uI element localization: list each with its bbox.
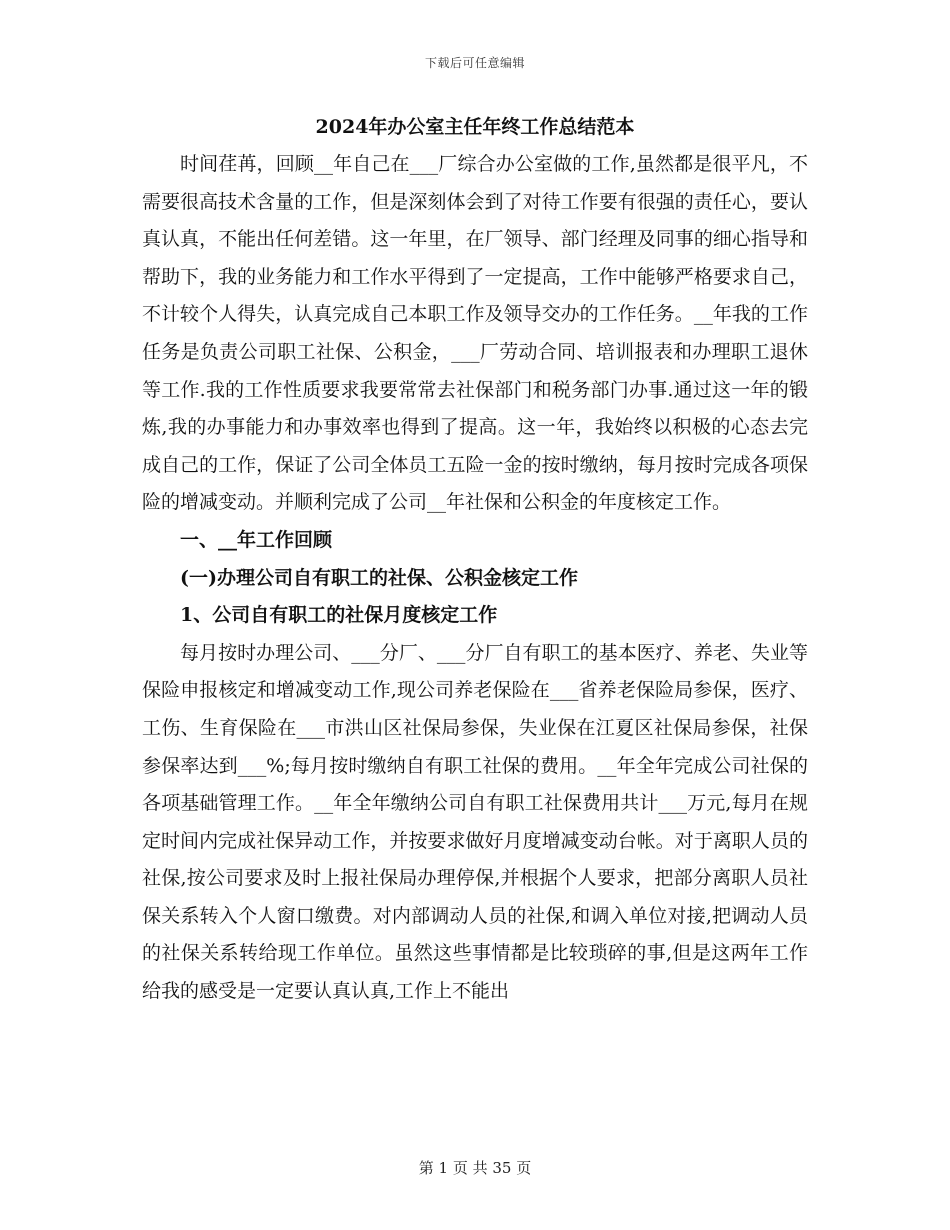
document-body [142, 108, 808, 1011]
document-title: 2024年办公室主任年终工作总结范本 [315, 116, 635, 138]
subsection-heading: (一)办理公司自有职工的社保、公积金核定工作 [180, 566, 578, 589]
section-heading: 一、__年工作回顾 [180, 528, 333, 551]
header-note: 下载后可任意编辑 [424, 56, 525, 70]
item-heading: 1、公司自有职工的社保月度核定工作 [180, 604, 498, 627]
body-paragraph: 每月按时办理公司、___分厂、___分厂自有职工的基本医疗、养老、失业等保险申报核定和增减变动工作,现公司养老保险在___省养老保险局参保，医疗、工伤、生育保险在___市洪山区社保局参保，失业保在江夏区社保局参保，社保参保率达到___%;每月按时缴纳自有职工社保的费用。__年全年完成公司社保的各项基础管理工作。__年全年缴纳公司自有职工社保费用共计___万元,每月在规定时间内完成社保异动工作，并按要求做好月度增减变动台帐。对于离职人员的社保,按公司要求及时上报社保局办理停保,并根据个人要求，把部分离职人员社保关系转入个人窗口缴费。对内部调动人员的社保,和调入单位对接,把调动人员的社保关系转给现工作单位。虽然这些事情都是比较琐碎的事,但是这两年工作给我的感受是一定要认真认真,工作上不能出 [142, 641, 808, 1003]
page-number: 第 1 页 共 35 页 [418, 1159, 532, 1177]
intro-paragraph: 时间荏苒，回顾__年自己在___厂综合办公室做的工作,虽然都是很平凡，不需要很高技术含量的工作，但是深刻体会到了对待工作要有很强的责任心，要认真认真，不能出任何差错。这一年里，在厂领导、部门经理及同事的细心指导和帮助下，我的业务能力和工作水平得到了一定提高，工作中能够严格要求自己，不计较个人得失，认真完成自己本职工作及领导交办的工作任务。__年我的工作任务是负责公司职工社保、公积金，___厂劳动合同、培训报表和办理职工退休等工作.我的工作性质要求我要常常去社保部门和税务部门办事.通过这一年的锻炼,我的办事能力和办事效率也得到了提高。这一年，我始终以积极的心态去完成自己的工作，保证了公司全体员工五险一金的按时缴纳，每月按时完成各项保险的增减变动。并顺利完成了公司__年社保和公积金的年度核定工作。 [142, 153, 808, 514]
